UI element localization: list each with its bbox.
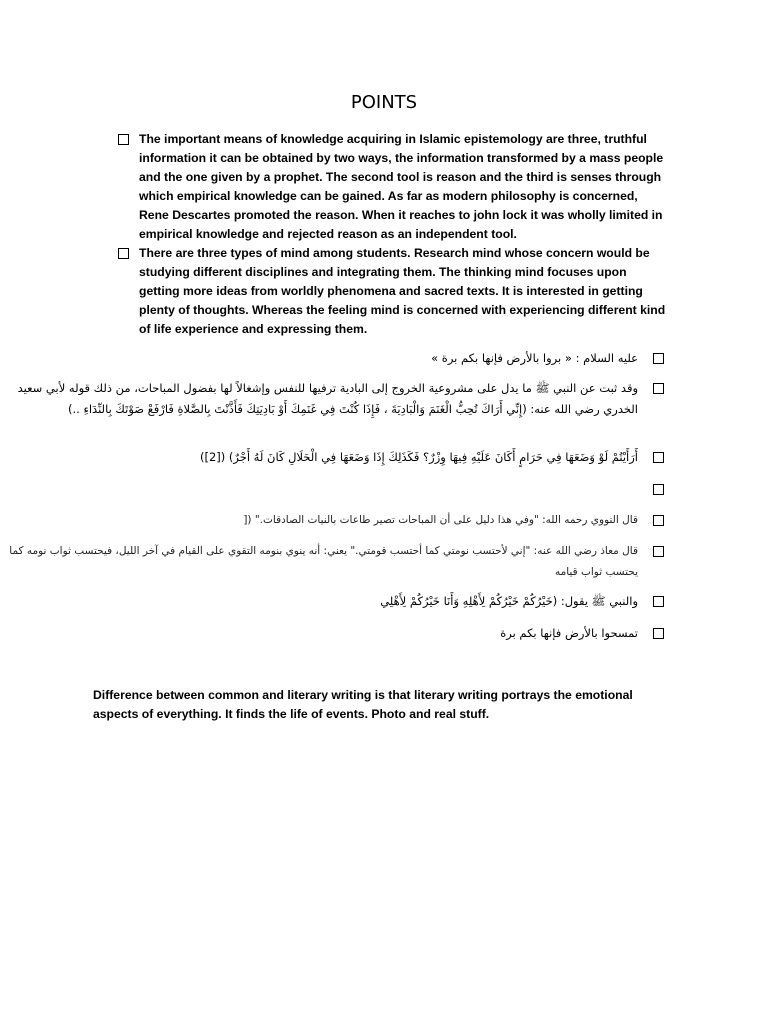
list-item	[4, 378, 664, 420]
list-item	[4, 591, 664, 612]
list-item-text: The important means of knowledge acquiring in Islamic epistemology are three, truthful information it can be obtained by two ways, the information transformed by a mass people and the one given by a prophet. The second tool is reason and the third is senses through which empirical knowledge can be gained. As far as modern philosophy is concerned, Rene Descartes promoted the reason. When it reaches to john lock it was wholly limited in empirical knowledge and rejected reason as an independent tool.	[139, 132, 664, 241]
english-bullet-list	[118, 130, 668, 339]
list-item-text: There are three types of mind among students. Research mind whose concern would be studying different disciplines and integrating them. The thinking mind focuses upon getting more ideas from worldly phenomena and sacred texts. It is interested in getting plenty of thoughts. Whereas the feeling mind is concerned with experiencing different kind of life experience and expressing them.	[139, 246, 666, 336]
list-item	[4, 447, 664, 468]
list-item-text: وقد ثبت عن النبي ﷺ ما يدل على مشروعية الخروج إلى البادية ترفيها للنفس وإشغالاً لها بفضول المباحات، من ذلك قوله لأبي سعيد الخدري رضي الله عنه: (إِنِّي أَرَاكَ تُحِبُّ الْغَنَمَ وَالْبَادِيَةَ ، فَإِذَا كُنْتَ فِي غَنَمِكَ أَوْ بَادِيَتِكَ فَأَذَّنْتَ بِالصَّلاةِ فَارْفَعْ صَوْتَكَ بِالنِّدَاءِ ..)	[17, 381, 638, 416]
list-item-text: تمسحوا بالأرض فإنها بكم برة	[500, 626, 638, 640]
checkbox-bullet-icon	[653, 515, 664, 526]
list-item	[4, 348, 664, 369]
list-item-text: قال النووي رحمه الله: "وفي هذا دليل على أن المباحات تصير طاعات بالنيات الصادقات." ([	[243, 514, 638, 526]
bottom-paragraph: Difference between common and literary writing is that literary writing portrays the emotional aspects of everything. It finds the life of events. Photo and real stuff.	[93, 688, 633, 721]
checkbox-bullet-icon	[653, 353, 664, 364]
list-item	[118, 130, 668, 244]
list-item	[118, 244, 668, 339]
page-title: POINTS	[350, 92, 418, 113]
list-item-text	[4, 479, 638, 495]
list-item-text: قال معاذ رضي الله عنه: "إني لأحتسب نومتي كما أحتسب قومتي." يعني: أنه ينوي بنومه التقوي على القيام في آخر الليل، فيحتسب ثواب نومه كما يحتسب ثواب قيامه	[9, 545, 638, 578]
list-item	[4, 623, 664, 644]
checkbox-bullet-icon	[653, 452, 664, 463]
list-item-text: عليه السلام : « بروا بالأرض فإنها بكم برة »	[431, 351, 638, 365]
checkbox-bullet-icon	[653, 383, 664, 394]
checkbox-bullet-icon	[118, 134, 129, 145]
checkbox-bullet-icon	[653, 628, 664, 639]
list-item	[4, 479, 664, 495]
list-item-text: أَرَأَيْتُمْ لَوْ وَضَعَهَا فِي حَرَامٍ أَكَانَ عَلَيْهِ فِيهَا وِزْرٌ؟ فَكَذَلِكَ إِذَا وَضَعَهَا فِي الْحَلَالِ كَانَ لَهُ أَجْرٌ) ([2])	[199, 450, 638, 464]
checkbox-bullet-icon	[653, 596, 664, 607]
list-item	[4, 510, 664, 531]
checkbox-bullet-icon	[118, 248, 129, 259]
list-item-text: والنبي ﷺ يقول: (خَيْرُكُمْ خَيْرُكُمْ لِأَهْلِهِ وَأَنَا خَيْرُكُمْ لِأَهْلِي	[380, 594, 638, 608]
list-item	[4, 541, 664, 583]
checkbox-bullet-icon	[653, 546, 664, 557]
checkbox-bullet-icon	[653, 484, 664, 495]
